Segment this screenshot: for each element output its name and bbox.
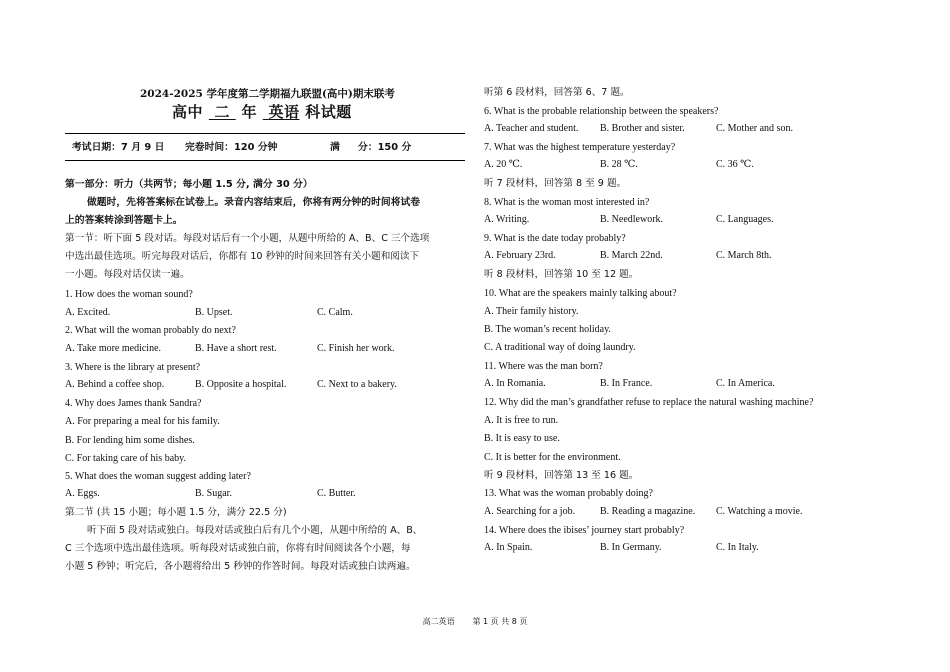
question-text: 12. Why did the man’s grandfather refuse to replace the natural washing machine? (484, 397, 814, 408)
exam-title: 2024-2025 学年度第二学期福九联盟(高中)期末联考 (140, 88, 395, 100)
question-text: 5. What does the woman suggest adding later? (65, 471, 251, 482)
option-b: B. Brother and sister. (600, 123, 685, 134)
part1-instruction-1: 做题时，先将答案标在试卷上。录音内容结束后，你将有两分钟的时间将试卷 (87, 197, 421, 208)
option-c: C. Finish her work. (317, 343, 395, 354)
subject-name: 英语 (268, 103, 300, 121)
option-b: B. The woman’s recent holiday. (484, 324, 611, 335)
exam-duration: 完卷时间：120 分钟 (185, 142, 278, 153)
option-a: A. Take more medicine. (65, 343, 162, 354)
option-a: A. Searching for a job. (484, 506, 576, 517)
section2-title: 第二节 (共 15 小题；每小题 1.5 分，满分 22.5 分) (65, 507, 287, 518)
subject-post: 科试题 (305, 103, 352, 121)
option-b: B. Sugar. (195, 488, 232, 499)
subject-grade: 二 (214, 103, 230, 121)
question-text: 7. What was the highest temperature yesterday? (484, 142, 676, 153)
option-c: C. March 8th. (716, 250, 772, 261)
option-b: B. Reading a magazine. (600, 506, 696, 517)
full-label: 满 (330, 142, 340, 153)
option-b: B. Opposite a hospital. (195, 379, 287, 390)
option-c: C. 36 ℃. (716, 159, 754, 170)
option-b: B. 28 ℃. (600, 159, 638, 170)
section2-directions-3: 小题 5 秒钟；听完后，各小题将给出 5 秒钟的作答时间。每段对话或独白读两遍。 (65, 561, 416, 572)
option-b: B. Needlework. (600, 214, 664, 225)
exam-date: 考试日期：7 月 9 日 (72, 142, 165, 153)
question-text: 11. Where was the man born? (484, 361, 603, 372)
option-c: C. In America. (716, 378, 775, 389)
option-a: A. For preparing a meal for his family. (65, 416, 220, 427)
header-bottom-rule (65, 160, 465, 161)
option-b: B. Have a short rest. (195, 343, 277, 354)
question-text: 14. Where does the ibises’ journey start probably? (484, 525, 685, 536)
option-c: C. Butter. (317, 488, 356, 499)
question-text: 3. Where is the library at present? (65, 362, 201, 373)
option-a: A. 20 ℃. (484, 159, 523, 170)
option-c: C. A traditional way of doing laundry. (484, 342, 636, 353)
question-text: 4. Why does James thank Sandra? (65, 398, 202, 409)
option-a: A. In Romania. (484, 378, 546, 389)
part1-instruction-2: 上的答案转涂到答题卡上。 (65, 215, 183, 226)
header-top-rule (65, 133, 465, 134)
option-a: A. In Spain. (484, 542, 533, 553)
material-7-heading: 听 7 段材料，回答第 8 至 9 题。 (484, 178, 627, 189)
section1-directions-3: 一小题。每段对话仅读一遍。 (65, 269, 190, 280)
option-a: A. Behind a coffee shop. (65, 379, 165, 390)
option-a: A. Excited. (65, 307, 111, 318)
material-6-heading: 听第 6 段材料，回答第 6、7 题。 (484, 87, 630, 98)
option-c: C. In Italy. (716, 542, 759, 553)
option-b: B. Upset. (195, 307, 233, 318)
section2-directions-2: C 三个选项中选出最佳选项。听每段对话或独白前，你将有时间阅读各个小题，每 (65, 543, 411, 554)
question-text: 13. What was the woman probably doing? (484, 488, 653, 499)
section1-directions-2: 中选出最佳选项。听完每段对话后，你都有 10 秒钟的时间来回答有关小题和阅读下 (65, 251, 420, 262)
question-text: 2. What will the woman probably do next? (65, 325, 236, 336)
option-b: B. For lending him some dishes. (65, 435, 195, 446)
option-a: A. February 23rd. (484, 250, 556, 261)
option-c: C. Mother and son. (716, 123, 793, 134)
material-9-heading: 听 9 段材料，回答第 13 至 16 题。 (484, 470, 639, 481)
question-text: 8. What is the woman most interested in? (484, 197, 650, 208)
part1-title: 第一部分：听力（共两节；每小题 1.5 分, 满分 30 分） (65, 179, 313, 190)
option-b: B. In Germany. (600, 542, 662, 553)
section2-directions-1: 听下面 5 段对话或独白。每段对话或独白后有几个小题，从题中所给的 A、B、 (87, 525, 423, 536)
footer-page-number: 第 1 页 共 8 页 (472, 617, 528, 626)
option-b: B. It is easy to use. (484, 433, 560, 444)
footer-subject: 高二英语 (422, 617, 455, 626)
option-a: A. Eggs. (65, 488, 100, 499)
subject-mid: 年 (241, 103, 257, 121)
option-b: B. March 22nd. (600, 250, 663, 261)
question-text: 9. What is the date today probably? (484, 233, 626, 244)
option-b: B. In France. (600, 378, 653, 389)
option-a: A. It is free to run. (484, 415, 559, 426)
option-c: C. It is better for the environment. (484, 452, 621, 463)
question-text: 6. What is the probable relationship between the speakers? (484, 106, 719, 117)
option-c: C. Next to a bakery. (317, 379, 397, 390)
question-text: 1. How does the woman sound? (65, 289, 193, 300)
question-text: 10. What are the speakers mainly talking about? (484, 288, 677, 299)
option-a: A. Writing. (484, 214, 530, 225)
option-a: A. Their family history. (484, 306, 579, 317)
option-c: C. Calm. (317, 307, 353, 318)
subject-pre: 高中 (172, 103, 204, 121)
option-a: A. Teacher and student. (484, 123, 579, 134)
option-c: C. For taking care of his baby. (65, 453, 186, 464)
page-footer (0, 616, 950, 627)
material-8-heading: 听 8 段材料，回答第 10 至 12 题。 (484, 269, 639, 280)
subject-title (172, 102, 352, 122)
exam-info-row (72, 141, 164, 155)
option-c: C. Languages. (716, 214, 774, 225)
option-c: C. Watching a movie. (716, 506, 803, 517)
full-score: 分：150 分 (358, 142, 412, 153)
section1-directions-1: 第一节：听下面 5 段对话。每段对话后有一个小题，从题中所给的 A、B、C 三个选项 (65, 233, 430, 244)
